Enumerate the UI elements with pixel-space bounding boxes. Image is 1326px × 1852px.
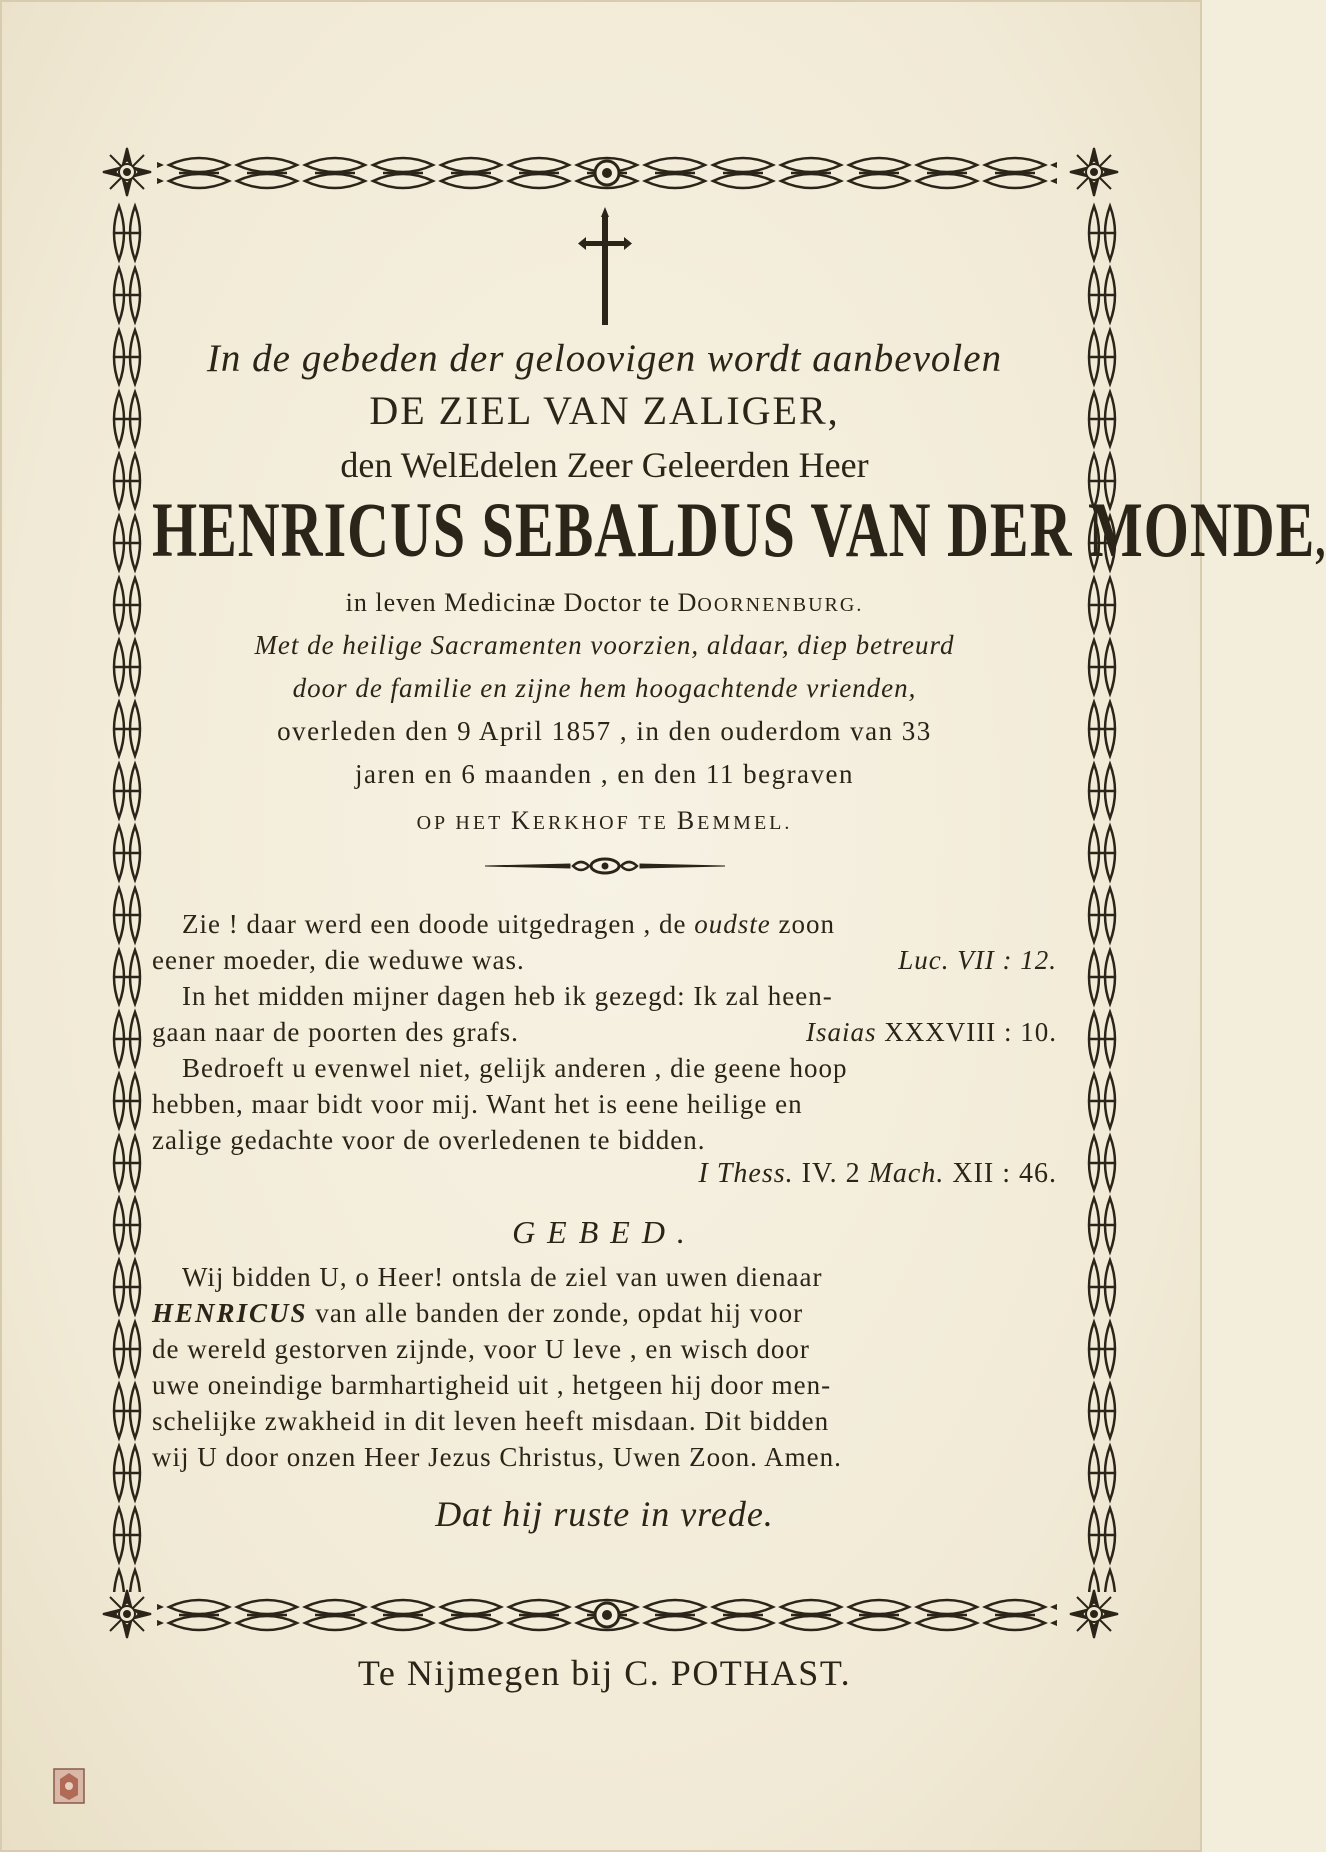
- prayer-line-text: van alle banden der zonde, opdat hij voor: [315, 1297, 804, 1328]
- profession-line: [152, 588, 1057, 618]
- top-ornament-border: [97, 147, 1117, 199]
- intro-line: In de gebeden der geloovigen wordt aanbevolen: [206, 337, 1003, 380]
- left-ornament-border: [107, 202, 147, 1592]
- prayer-line: [152, 1259, 1057, 1295]
- bottom-ornament-border: [97, 1589, 1117, 1641]
- profession-place-rest: OORNENBURG.: [697, 594, 864, 616]
- printer-imprint: Te Nijmegen bij C. POTHAST.: [357, 1653, 852, 1693]
- prayer-line-text: de wereld gestorven zijnde, voor U leve , en wisch door: [152, 1333, 810, 1364]
- prayer-name: HENRICUS: [152, 1297, 308, 1328]
- burial-place-c: TE: [630, 812, 677, 834]
- prayer-line: [152, 1367, 1057, 1403]
- sacraments-line-2: door de familie en zijne hem hoogachtende vrienden,: [292, 673, 917, 703]
- profession-place-cap: D: [677, 588, 698, 617]
- verse-reference-part: XII : 46.: [944, 1158, 1057, 1189]
- right-ornament-border: [1082, 202, 1122, 1592]
- verse-reference-part: Mach.: [868, 1158, 945, 1189]
- scripture-verses: [152, 906, 1057, 1196]
- prayer-title: GEBED.: [512, 1214, 697, 1250]
- verse-line: [152, 1014, 1057, 1050]
- burial-place-b-rest: ERKHOF: [532, 812, 631, 834]
- name-comma: ,: [1315, 507, 1326, 569]
- collection-stamp-icon: [52, 1767, 86, 1805]
- burial-place-d-cap: B: [676, 806, 698, 835]
- prayer-line: [152, 1439, 1057, 1475]
- deceased-name-text: HENRICUS SEBALDUS VAN DER MONDE: [152, 485, 1316, 574]
- verse-text: zalige gedachte voor de overledenen te bidden.: [152, 1124, 706, 1155]
- verse-line: [152, 906, 1057, 942]
- verse-text: zoon: [778, 908, 836, 939]
- verse-text: Zie ! daar werd een doode uitgedragen , de: [182, 908, 687, 939]
- rest-in-peace: Dat hij ruste in vrede.: [435, 1494, 774, 1534]
- burial-place-a: OP HET: [416, 812, 511, 834]
- verse-line: [152, 1086, 1057, 1122]
- verse-reference-part: IV. 2: [793, 1158, 869, 1189]
- verse-italic-word: oudste: [694, 908, 771, 939]
- verse-text: gaan naar de poorten des grafs.: [152, 1016, 519, 1047]
- prayer-line: [152, 1331, 1057, 1367]
- verse-line: [152, 942, 1057, 978]
- death-line-1: overleden den 9 April 1857 , in den ouderdom van 33: [277, 716, 932, 746]
- verse-reference: [152, 1158, 1057, 1196]
- prayer-line-text: Wij bidden U, o Heer! ontsla de ziel van uwen dienaar: [182, 1261, 823, 1292]
- sacraments-line-1: Met de heilige Sacramenten voorzien, aldaar, diep betreurd: [254, 630, 955, 660]
- verse-reference-number: XXXVIII : 10.: [884, 1016, 1057, 1047]
- verse-line: [152, 978, 1057, 1014]
- prayer-line-text: wij U door onzen Heer Jezus Christus, Uwen Zoon. Amen.: [152, 1441, 842, 1472]
- prayer-line-text: schelijke zwakheid in dit leven heeft misdaan. Dit bidden: [152, 1405, 830, 1436]
- cross-icon: [152, 207, 1057, 332]
- verse-text: hebben, maar bidt voor mij. Want het is eene heilige en: [152, 1088, 803, 1119]
- card-text: [152, 207, 1326, 1535]
- prayer-line: [152, 1403, 1057, 1439]
- divider-ornament: [152, 854, 1057, 884]
- verse-reference-book: Isaias: [806, 1016, 877, 1047]
- prayer-line: [152, 1295, 1057, 1331]
- burial-place-d-rest: EMMEL.: [697, 812, 793, 834]
- verse-text: Bedroeft u evenwel niet, gelijk anderen , die geene hoop: [182, 1052, 848, 1083]
- prayer-text: [152, 1259, 1057, 1475]
- verse-reference: Luc. VII : 12.: [898, 944, 1057, 975]
- heading-title: den WelEdelen Zeer Geleerden Heer: [340, 445, 869, 485]
- verse-reference-part: I Thess.: [698, 1158, 794, 1189]
- burial-place: [152, 806, 1057, 836]
- verse-text: In het midden mijner dagen heb ik gezegd: Ik zal heen-: [182, 980, 833, 1011]
- deceased-name: [152, 485, 1326, 581]
- heading-soul: DE ZIEL VAN ZALIGER,: [369, 388, 840, 433]
- verse-line: [152, 1050, 1057, 1086]
- burial-place-b-cap: K: [510, 806, 533, 835]
- prayer-line-text: uwe oneindige barmhartigheid uit , hetgeen hij door men-: [152, 1369, 832, 1400]
- verse-text: eener moeder, die weduwe was.: [152, 944, 525, 975]
- verse-line: [152, 1122, 1057, 1158]
- profession-prefix: in leven Medicinæ Doctor te: [345, 588, 678, 617]
- death-line-2: jaren en 6 maanden , en den 11 begraven: [354, 759, 855, 789]
